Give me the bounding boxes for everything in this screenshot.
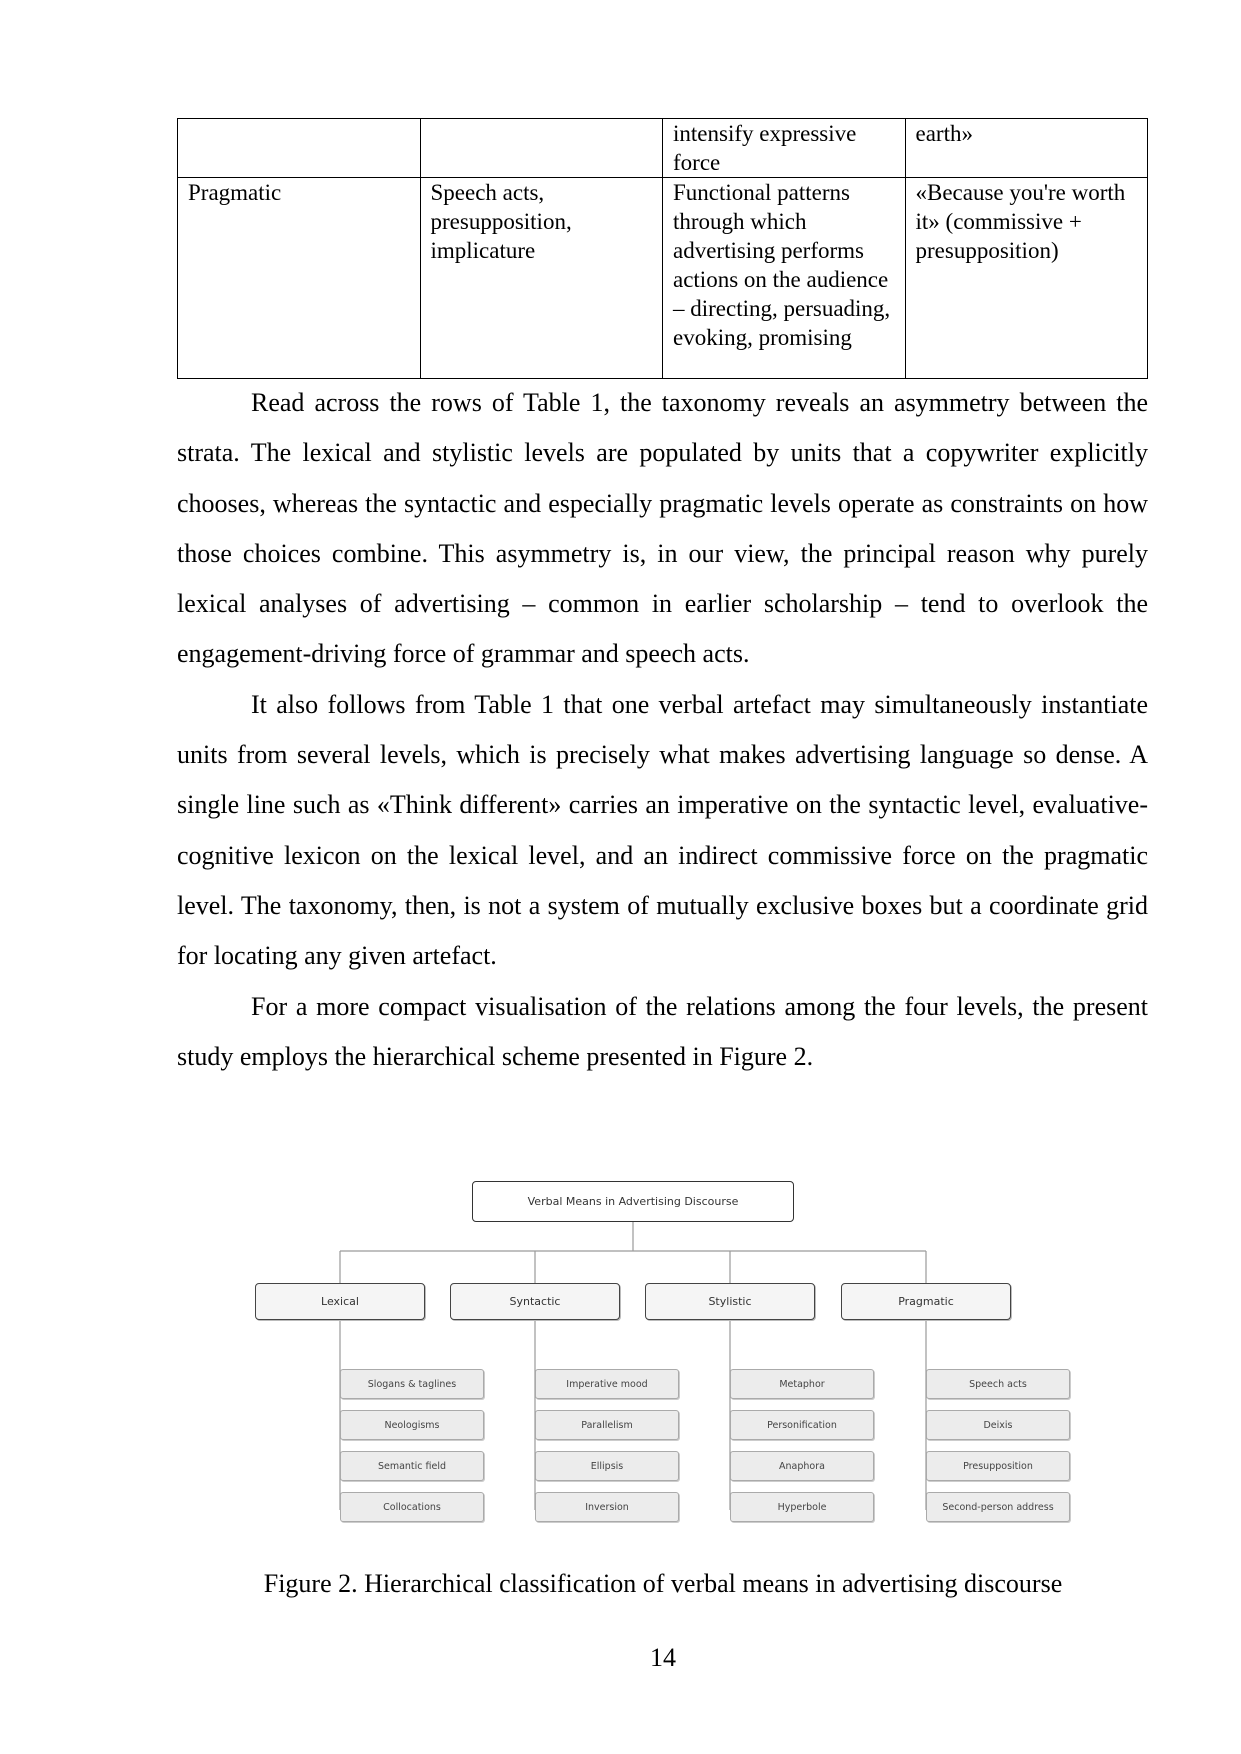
figure-caption: Figure 2. Hierarchical classification of verbal means in advertising discourse xyxy=(263,1569,1063,1598)
leaf-node: Collocations xyxy=(340,1492,484,1522)
table-row xyxy=(178,119,1148,178)
table-cell: Functional patterns through which advertising performs actions on the audience – directing, persuading, evoking, promising xyxy=(663,178,906,379)
leaf-node: Semantic field xyxy=(340,1451,484,1481)
table-cell: «Because you're worth it» (commissive + presupposition) xyxy=(905,178,1148,379)
leaf-node: Speech acts xyxy=(926,1369,1070,1399)
root-node: Verbal Means in Advertising Discourse xyxy=(472,1181,794,1222)
leaf-node: Second-person address xyxy=(926,1492,1070,1522)
level-node-stylistic: Stylistic xyxy=(645,1283,815,1320)
leaf-node: Metaphor xyxy=(730,1369,874,1399)
leaf-node: Presupposition xyxy=(926,1451,1070,1481)
table-cell: intensify expressive force xyxy=(663,119,906,178)
leaf-node: Anaphora xyxy=(730,1451,874,1481)
level-node-syntactic: Syntactic xyxy=(450,1283,620,1320)
leaf-node: Hyperbole xyxy=(730,1492,874,1522)
table-cell: Speech acts, presupposition, implicature xyxy=(420,178,663,379)
table-cell: Pragmatic xyxy=(178,178,421,379)
leaf-node: Inversion xyxy=(535,1492,679,1522)
level-node-pragmatic: Pragmatic xyxy=(841,1283,1011,1320)
leaf-node: Deixis xyxy=(926,1410,1070,1440)
leaf-node: Personification xyxy=(730,1410,874,1440)
leaf-node: Ellipsis xyxy=(535,1451,679,1481)
paragraph: It also follows from Table 1 that one verbal artefact may simultaneously instantiate units from several levels, which is precisely what makes advertising language so dense. A single line such as «Think different» carries an imperative on the syntactic level, evaluative-cognitive lexicon on the lexical level, and an indirect commissive force on the pragmatic level. The taxonomy, then, is not a system of mutually exclusive boxes but a coordinate grid for locating any given artefact. xyxy=(177,689,1148,971)
leaf-node: Imperative mood xyxy=(535,1369,679,1399)
leaf-node: Neologisms xyxy=(340,1410,484,1440)
body-text xyxy=(177,378,1148,1082)
hierarchy-figure xyxy=(250,1172,1080,1532)
leaf-node: Slogans & taglines xyxy=(340,1369,484,1399)
table-cell: earth» xyxy=(905,119,1148,178)
page-number: 14 xyxy=(650,1643,676,1672)
level-node-lexical: Lexical xyxy=(255,1283,425,1320)
table-cell xyxy=(178,119,421,178)
leaf-node: Parallelism xyxy=(535,1410,679,1440)
paragraph: For a more compact visualisation of the relations among the four levels, the present study employs the hierarchical scheme presented in Figure 2. xyxy=(177,991,1148,1071)
table-row xyxy=(178,178,1148,379)
table-cell xyxy=(420,119,663,178)
paragraph: Read across the rows of Table 1, the taxonomy reveals an asymmetry between the strata. The lexical and stylistic levels are populated by units that a copywriter explicitly chooses, whereas the syntactic and especially pragmatic levels operate as constraints on how those choices combine. This asymmetry is, in our view, the principal reason why purely lexical analyses of advertising – common in earlier scholarship – tend to overlook the engagement-driving force of grammar and speech acts. xyxy=(177,388,1148,669)
classification-table xyxy=(177,118,1148,379)
